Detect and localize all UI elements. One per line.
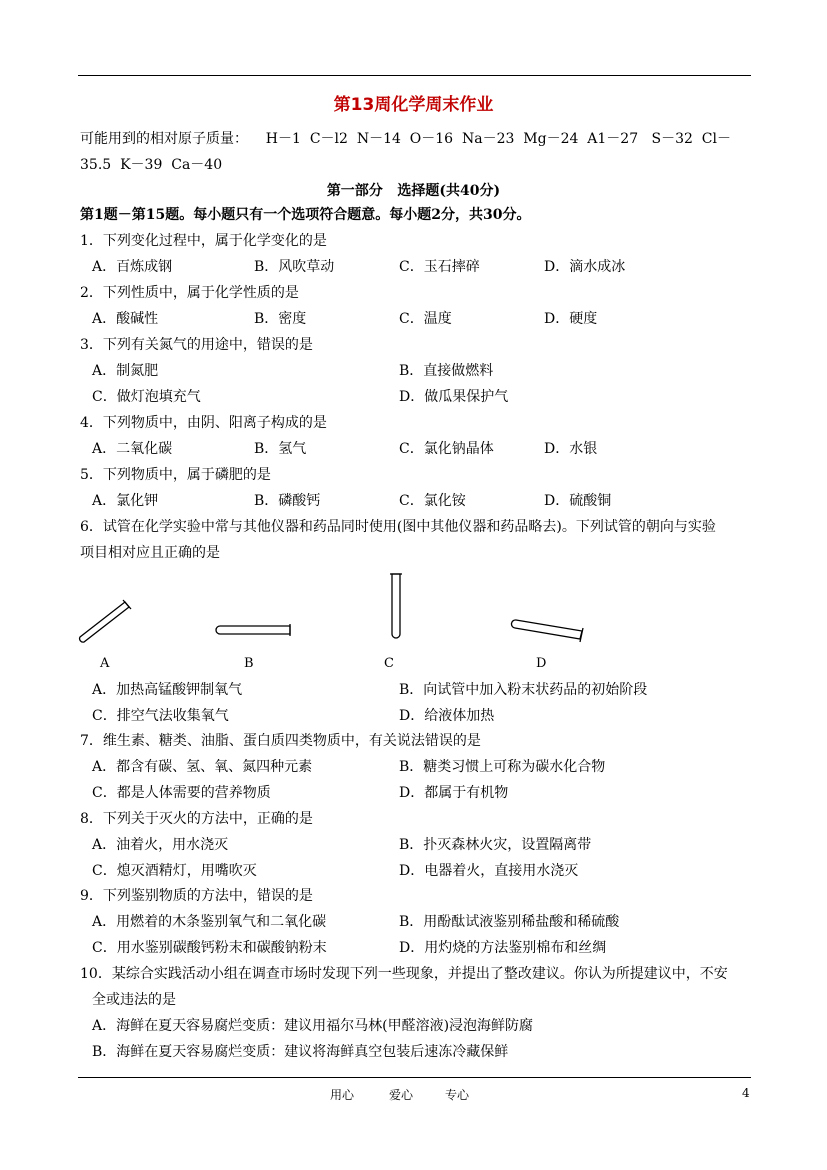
question-9-stem: 9．下列鉴别物质的方法中，错误的是	[80, 888, 313, 904]
figure-label-a: A	[100, 656, 110, 671]
question-6-option-a: A．加热高锰酸钾制氧气	[92, 682, 243, 698]
question-3-option-a: A．制氮肥	[92, 363, 159, 379]
test-tube-d-icon	[508, 614, 592, 644]
question-4-option-c: C．氯化钠晶体	[399, 441, 494, 457]
question-6-option-c: C．排空气法收集氧气	[92, 708, 229, 724]
question-6-option-d: D．给液体加热	[399, 708, 495, 724]
question-5-option-b: B．磷酸钙	[254, 493, 321, 509]
question-7-option-b: B．糖类习惯上可称为碳水化合物	[399, 759, 606, 775]
footer-text-3: 专心	[445, 1088, 470, 1102]
question-1-option-a: A．百炼成钢	[92, 259, 173, 275]
question-5-option-a: A．氯化钾	[92, 493, 159, 509]
question-10-stem-line1: 10．某综合实践活动小组在调查市场时发现下列一些现象，并提出了整改建议。你认为所提建议中，不安	[80, 966, 728, 982]
question-7-option-c: C．都是人体需要的营养物质	[92, 785, 271, 801]
test-tube-c-icon	[384, 568, 408, 642]
question-8-option-c: C．熄灭酒精灯，用嘴吹灭	[92, 863, 257, 879]
page-title: 第13周化学周末作业	[333, 95, 494, 115]
question-1-option-d: D．滴水成冰	[544, 259, 626, 275]
question-2-stem: 2．下列性质中，属于化学性质的是	[80, 285, 299, 301]
figure-label-b: B	[244, 656, 254, 671]
question-3-stem: 3．下列有关氮气的用途中，错误的是	[80, 337, 313, 353]
question-9-option-b: B．用酚酞试液鉴别稀盐酸和稀硫酸	[399, 914, 620, 930]
question-8-option-a: A．油着火，用水浇灭	[92, 837, 229, 853]
atomic-masses-line2: 35.5 K－39 Ca－40	[80, 157, 223, 173]
question-4-option-b: B．氢气	[254, 441, 307, 457]
test-tube-b-icon	[212, 623, 296, 639]
question-2-option-b: B．密度	[254, 311, 307, 327]
header-rule	[78, 75, 751, 76]
question-9-option-d: D．用灼烧的方法鉴别棉布和丝绸	[399, 940, 607, 956]
question-6-option-b: B．向试管中加入粉末状药品的初始阶段	[399, 682, 648, 698]
question-5-stem: 5．下列物质中，属于磷肥的是	[80, 467, 271, 483]
question-8-option-b: B．扑灭森林火灾，设置隔离带	[399, 837, 592, 853]
question-7-option-a: A．都含有碳、氢、氧、氮四种元素	[92, 759, 313, 775]
section-heading: 第一部分 选择题(共40分)	[326, 183, 501, 199]
question-8-stem: 8．下列关于灭火的方法中，正确的是	[80, 811, 313, 827]
question-10-option-b: B．海鲜在夏天容易腐烂变质：建议将海鲜真空包装后速冻冷藏保鲜	[92, 1044, 509, 1060]
question-5-option-d: D．硫酸铜	[544, 493, 612, 509]
question-5-option-c: C．氯化铵	[399, 493, 466, 509]
question-1-option-c: C．玉石摔碎	[399, 259, 480, 275]
question-2-option-a: A．酸碱性	[92, 311, 159, 327]
footer-text-1: 用心	[330, 1088, 355, 1102]
question-4-stem: 4．下列物质中，由阴、阳离子构成的是	[80, 415, 327, 431]
question-1-option-b: B．风吹草动	[254, 259, 335, 275]
footer-text-2: 爱心	[389, 1088, 414, 1102]
figure-label-d: D	[536, 656, 547, 671]
question-9-option-a: A．用燃着的木条鉴别氧气和二氧化碳	[92, 914, 327, 930]
question-2-option-c: C．温度	[399, 311, 452, 327]
question-6-stem-line1: 6．试管在化学实验中常与其他仪器和药品同时使用(图中其他仪器和药品略去)。下列试管的朝向与实验	[80, 519, 716, 535]
footer-rule	[78, 1077, 751, 1078]
question-9-option-c: C．用水鉴别碳酸钙粉末和碳酸钠粉末	[92, 940, 327, 956]
question-10-stem-line2: 全或违法的是	[92, 992, 176, 1008]
question-4-option-a: A．二氧化碳	[92, 441, 173, 457]
question-3-option-c: C．做灯泡填充气	[92, 389, 201, 405]
question-7-stem: 7．维生素、糖类、油脂、蛋白质四类物质中，有关说法错误的是	[80, 733, 481, 749]
question-10-option-a: A．海鲜在夏天容易腐烂变质：建议用福尔马林(甲醛溶液)浸泡海鲜防腐	[92, 1018, 534, 1034]
question-6-stem-line2: 项目相对应且正确的是	[80, 545, 220, 561]
figure-label-c: C	[384, 656, 394, 671]
atomic-masses-line1: 可能用到的相对原子质量： H－1 C－l2 N－14 O－16 Na－23 Mg－24 A1－27 S－32 Cl－	[80, 131, 731, 147]
question-3-option-b: B．直接做燃料	[399, 363, 494, 379]
test-tube-a-icon	[72, 592, 136, 644]
instruction: 第1题－第15题。每小题只有一个选项符合题意。每小题2分，共30分。	[80, 207, 531, 223]
page-number: 4	[742, 1086, 750, 1100]
question-2-option-d: D．硬度	[544, 311, 598, 327]
question-1-stem: 1．下列变化过程中，属于化学变化的是	[80, 233, 327, 249]
question-4-option-d: D．水银	[544, 441, 598, 457]
question-8-option-d: D．电器着火，直接用水浇灭	[399, 863, 579, 879]
question-3-option-d: D．做瓜果保护气	[399, 389, 509, 405]
question-7-option-d: D．都属于有机物	[399, 785, 509, 801]
